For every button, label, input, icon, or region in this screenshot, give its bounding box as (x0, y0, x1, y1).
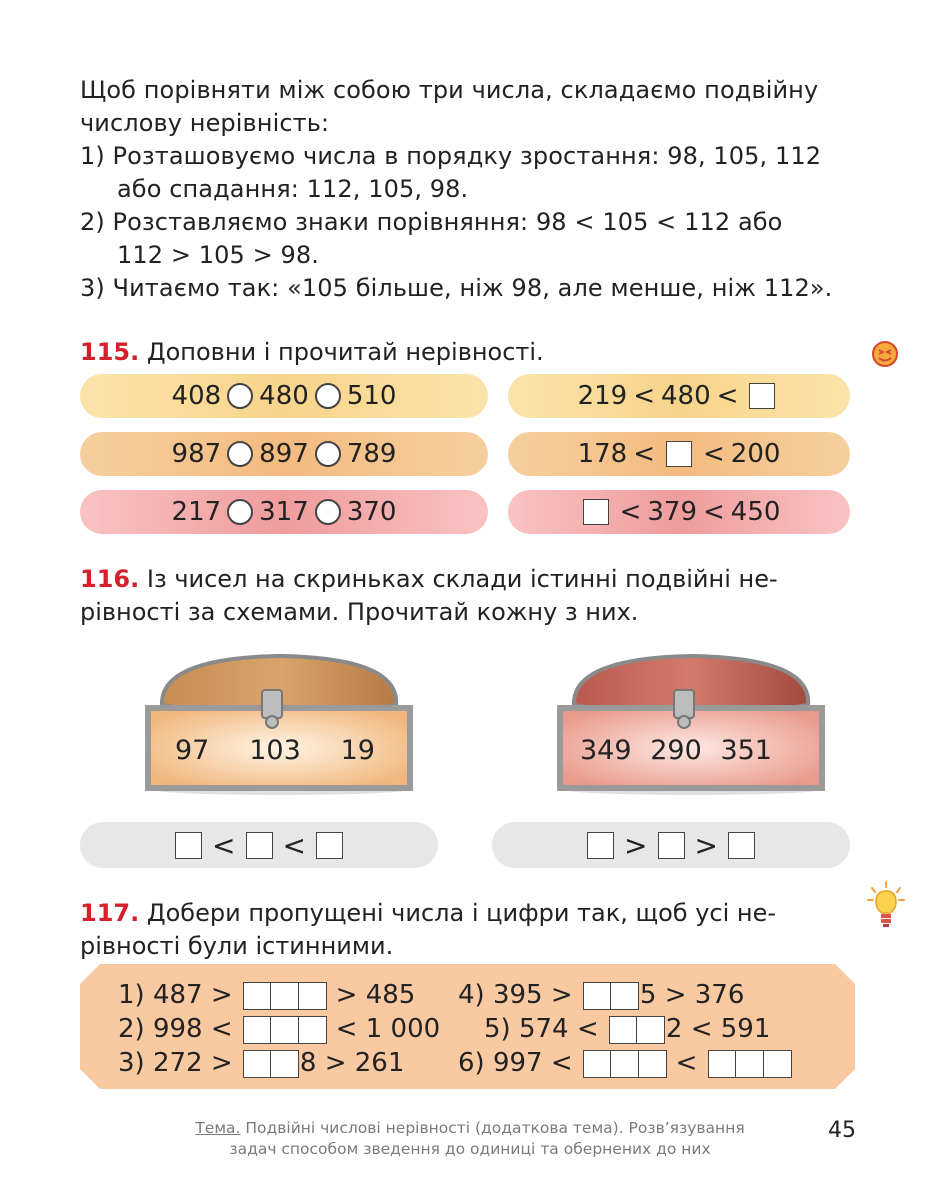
answer-box[interactable] (610, 1050, 639, 1078)
compare-circle[interactable] (227, 441, 253, 467)
expr: 1) 487 > (118, 980, 233, 1010)
number: 897 (259, 439, 309, 469)
answer-box[interactable] (270, 1050, 299, 1078)
answer-box[interactable] (298, 982, 327, 1010)
expr: < 1 000 (335, 1014, 441, 1044)
exercise-text: Доповни і прочитай нерівності. (146, 338, 544, 366)
compare-circle[interactable] (315, 441, 341, 467)
expr: > 485 (335, 980, 416, 1010)
digit-boxes (243, 1050, 298, 1078)
expr: 2 < 591 (665, 1014, 771, 1044)
answer-box[interactable] (636, 1016, 665, 1044)
answer-box[interactable] (735, 1050, 764, 1078)
number: 217 (171, 497, 222, 527)
expr: 5 > 376 (639, 980, 745, 1010)
number: 480 (259, 381, 309, 411)
number: 178 (577, 439, 628, 469)
intro-step-1: 1) Розташовуємо числа в порядку зростання: 98, 105, 112 або спадання: 112, 105, 98. (80, 142, 822, 203)
sign: < (633, 439, 655, 469)
exercise-number: 117. (80, 899, 140, 927)
digit-boxes (583, 982, 638, 1010)
compare-circle[interactable] (315, 383, 341, 409)
sign: < (703, 497, 725, 527)
sign: < (212, 828, 236, 862)
inequality-2 (118, 1014, 440, 1044)
compare-circle[interactable] (227, 383, 253, 409)
intro-step-3: 3) Читаємо так: «105 більше, ніж 98, але менше, ніж 112». (80, 274, 833, 302)
inequality-pill (80, 374, 488, 418)
digit-boxes (583, 1050, 666, 1078)
answer-box[interactable] (316, 832, 343, 859)
inequality-6 (458, 1048, 792, 1078)
exercise-text: Добери пропущені числа і цифри так, щоб усі не- (146, 899, 777, 927)
answer-box[interactable] (243, 982, 272, 1010)
chest-number: 349 (580, 735, 632, 766)
digit-boxes (243, 982, 326, 1010)
answer-box[interactable] (583, 499, 609, 525)
chest-number: 19 (340, 735, 375, 766)
page-number: 45 (828, 1118, 856, 1143)
inequality-4 (458, 980, 744, 1010)
expr: 2) 998 < (118, 1014, 233, 1044)
chest-numbers (175, 735, 375, 766)
answer-box[interactable] (609, 1016, 638, 1044)
chest-number: 103 (249, 735, 301, 766)
number: 789 (346, 439, 397, 469)
digit-boxes (609, 1016, 664, 1044)
answer-box[interactable] (728, 832, 755, 859)
scheme-bar (80, 822, 438, 868)
sign: < (282, 828, 306, 862)
answer-box[interactable] (658, 832, 685, 859)
compare-circle[interactable] (227, 499, 253, 525)
answer-box[interactable] (270, 1016, 299, 1044)
inequality-1 (118, 980, 415, 1010)
intro-rule (80, 74, 855, 305)
answer-box[interactable] (298, 1016, 327, 1044)
number: 480 (661, 381, 711, 411)
answer-box[interactable] (583, 982, 612, 1010)
number: 408 (171, 381, 222, 411)
number: 987 (171, 439, 222, 469)
exercise-number: 116. (80, 565, 140, 593)
exercise-116-heading (80, 563, 855, 629)
smile-icon (871, 340, 899, 368)
inequality-pill (80, 490, 488, 534)
intro-step-2b: 112 > 105 > 98. (117, 241, 320, 269)
answer-box[interactable] (175, 832, 202, 859)
number: 317 (259, 497, 309, 527)
compare-circle[interactable] (315, 499, 341, 525)
answer-box[interactable] (243, 1016, 272, 1044)
expr: < (675, 1048, 698, 1078)
answer-box[interactable] (763, 1050, 792, 1078)
expr: 4) 395 > (458, 980, 573, 1010)
chest-number: 351 (720, 735, 772, 766)
lightbulb-icon (866, 880, 906, 932)
number: 370 (346, 497, 397, 527)
answer-box[interactable] (749, 383, 775, 409)
inequality-pill (508, 432, 850, 476)
exercise-115-heading (80, 336, 855, 369)
sign: > (624, 828, 648, 862)
answer-box[interactable] (270, 982, 299, 1010)
sign: < (716, 381, 739, 411)
digit-boxes (708, 1050, 791, 1078)
scheme-bar (492, 822, 850, 868)
expr: 6) 997 < (458, 1048, 573, 1078)
expr: 8 > 261 (299, 1048, 405, 1078)
inequality-pill (80, 432, 488, 476)
number: 450 (730, 497, 781, 527)
chest-number: 290 (650, 735, 702, 766)
inequality-pill (508, 490, 850, 534)
footer-line-2: задач способом зведення до одиниці та обернених до них (229, 1140, 711, 1158)
expr: 5) 574 < (484, 1014, 599, 1044)
answer-box[interactable] (666, 441, 692, 467)
number: 379 (647, 497, 697, 527)
exercise-text: Із чисел на скриньках склади істинні подвійні не- (146, 565, 778, 593)
page-footer (140, 1118, 800, 1160)
digit-boxes (243, 1016, 326, 1044)
inequality-5 (484, 1014, 770, 1044)
inequality-3 (118, 1048, 404, 1078)
exercise-text: рівності за схемами. Прочитай кожну з них. (80, 598, 639, 626)
intro-step-2a: 2) Розставляємо знаки порівняння: 98 < 105 < 112 або (80, 208, 783, 236)
expr: 3) 272 > (118, 1048, 233, 1078)
answer-box[interactable] (638, 1050, 667, 1078)
intro-line: Щоб порівняти між собою три числа, складаємо подвійну числову нерівність: (80, 76, 819, 137)
treasure-chest-icon (552, 650, 832, 795)
exercise-number: 115. (80, 338, 140, 366)
footer-line-1: Подвійні числові нерівності (додаткова тема). Розв’язування (240, 1119, 745, 1137)
exercise-117-heading (80, 897, 855, 963)
answer-box[interactable] (243, 1050, 272, 1078)
sign: > (694, 828, 718, 862)
chest-number: 97 (175, 735, 210, 766)
chest-numbers (580, 735, 772, 766)
number: 219 (577, 381, 628, 411)
answer-box[interactable] (610, 982, 639, 1010)
sign: < (703, 439, 725, 469)
number: 200 (730, 439, 781, 469)
inequality-pill (508, 374, 850, 418)
topic-label: Тема. (195, 1119, 241, 1137)
treasure-chest-icon (140, 650, 420, 795)
intro-step-2 (80, 206, 855, 272)
sign: < (619, 497, 642, 527)
number: 510 (346, 381, 397, 411)
answer-box[interactable] (246, 832, 273, 859)
answer-box[interactable] (708, 1050, 737, 1078)
answer-box[interactable] (587, 832, 614, 859)
answer-box[interactable] (583, 1050, 612, 1078)
sign: < (633, 381, 655, 411)
exercise-text: рівності були істинними. (80, 932, 394, 960)
